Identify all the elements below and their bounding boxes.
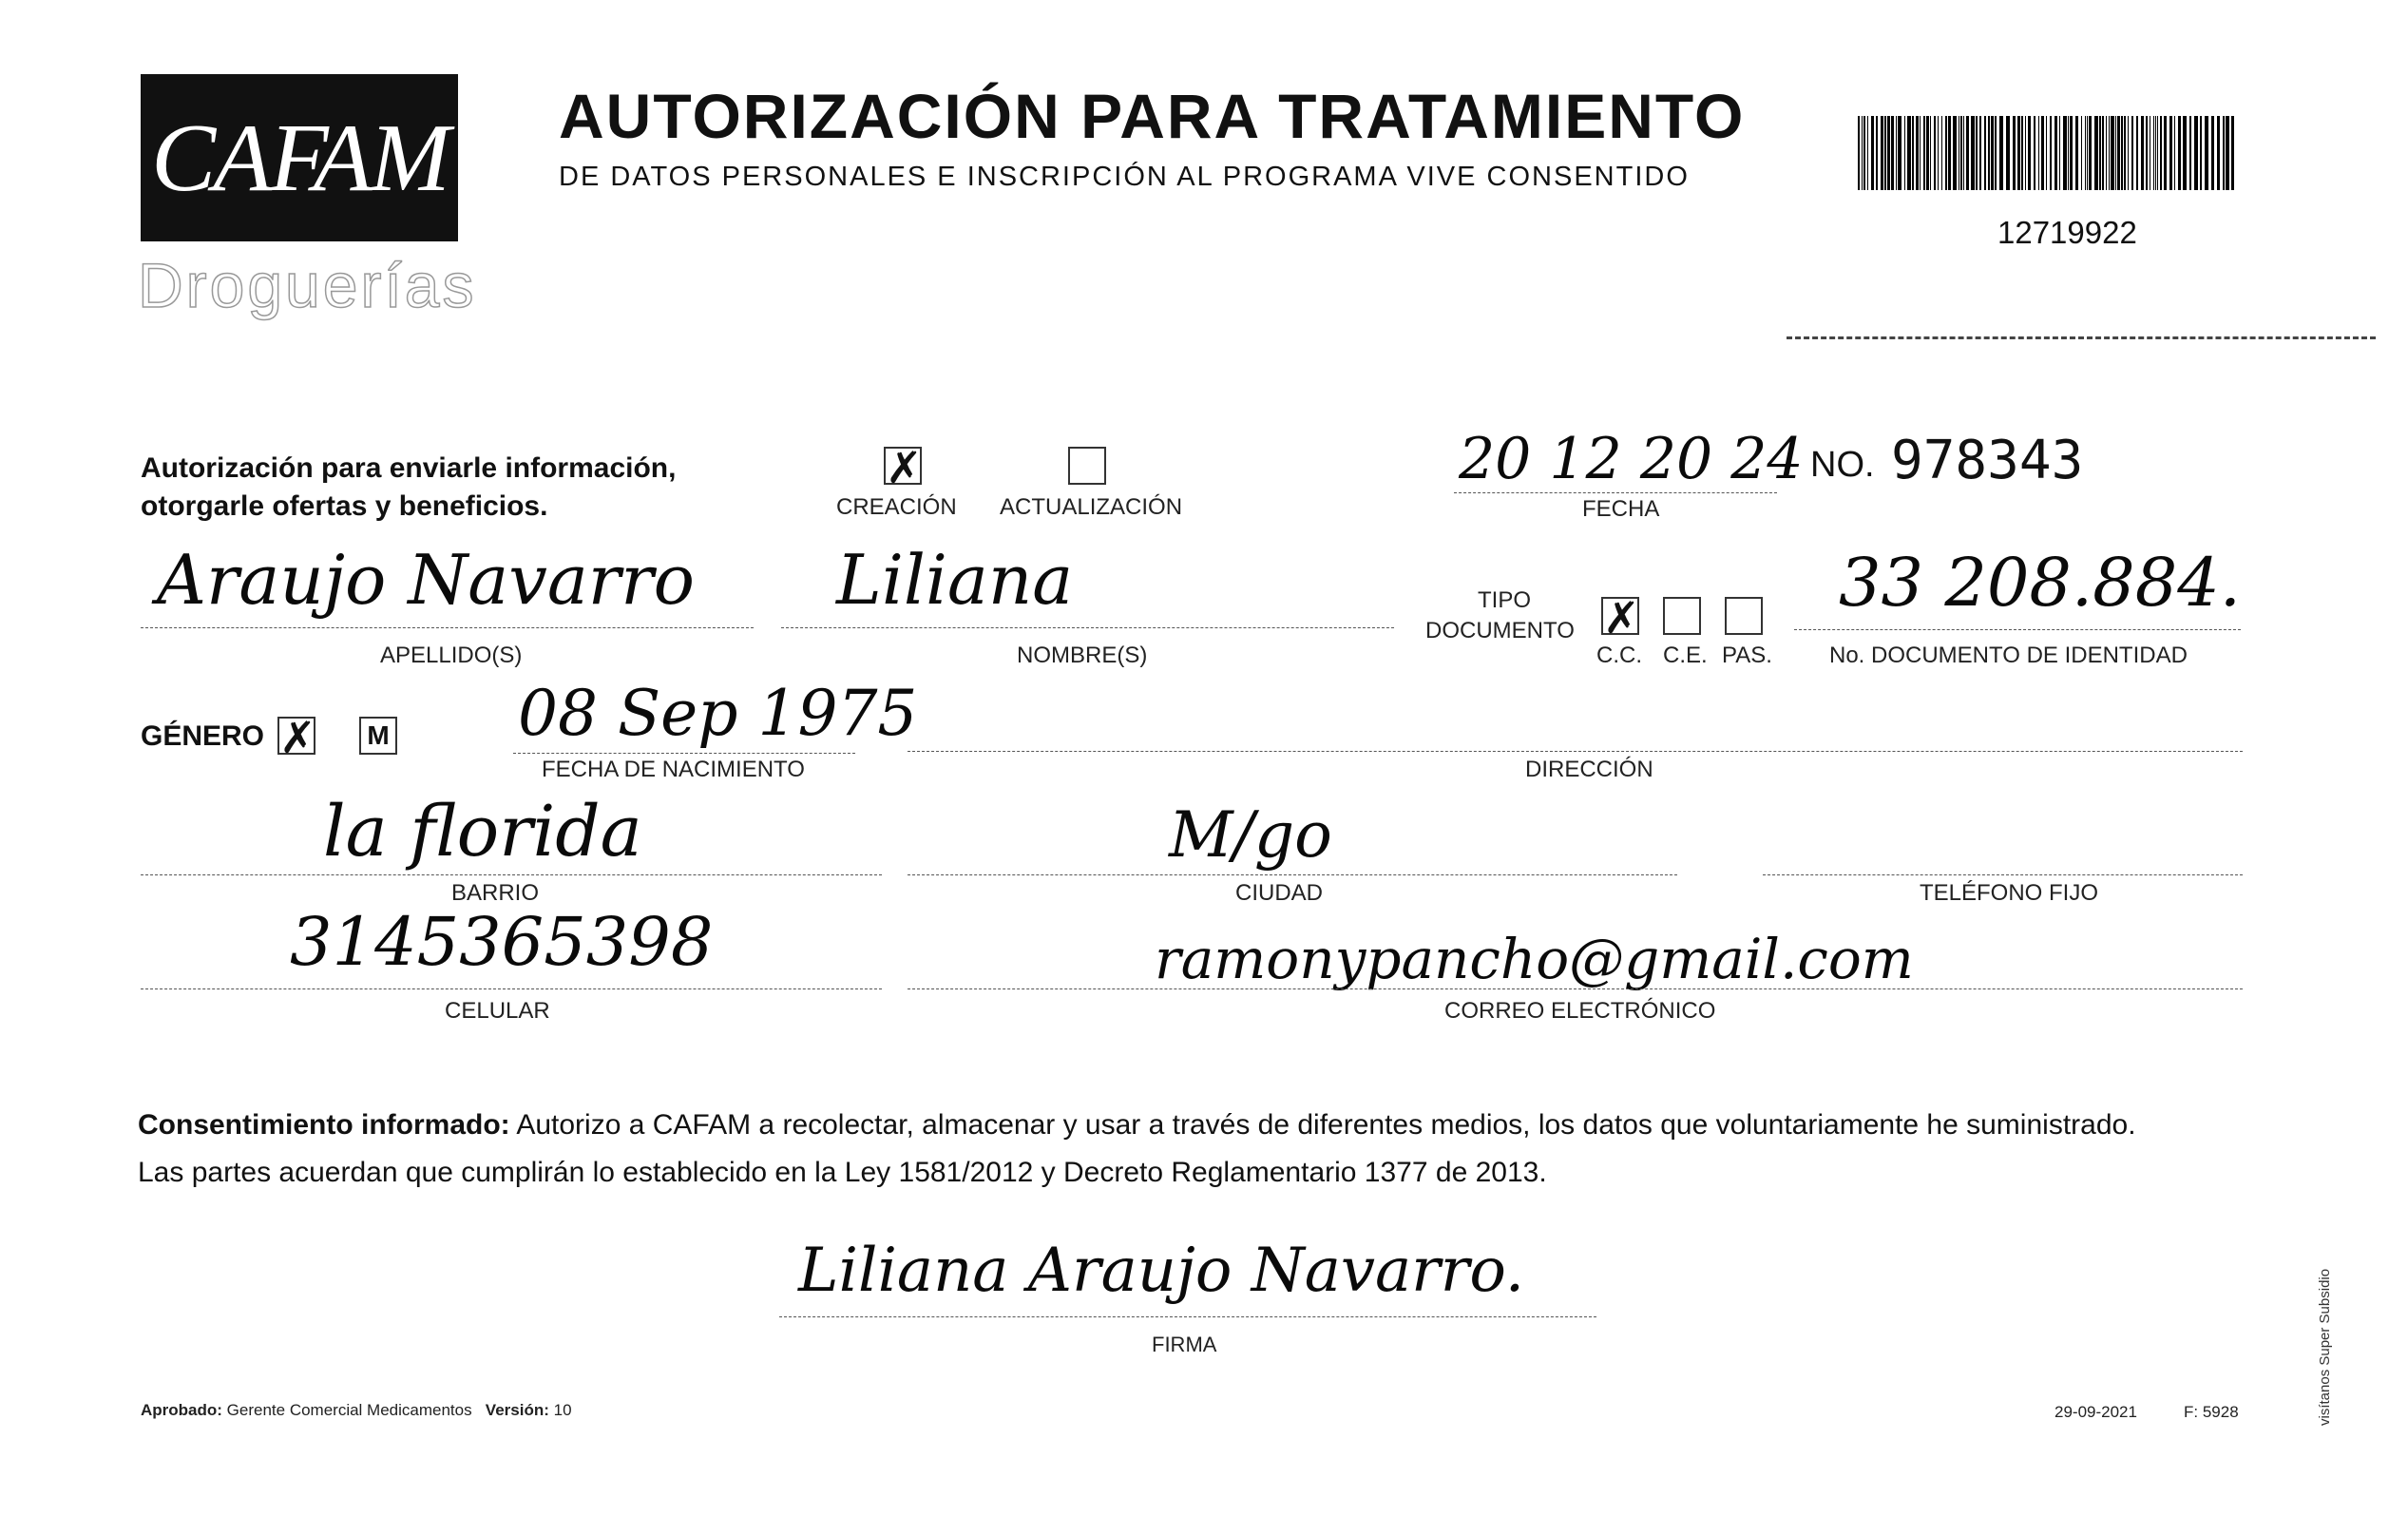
barrio-value: la florida [323, 791, 642, 873]
apellido-line [141, 627, 754, 628]
page-subtitle: DE DATOS PERSONALES E INSCRIPCIÓN AL PROGRAMA VIVE CONSENTIDO [559, 162, 1690, 192]
nombre-value: Liliana [836, 540, 1074, 620]
documento-value: 33 208.884. [1839, 544, 2242, 622]
tipo-documento-label-1: TIPO [1478, 587, 1532, 613]
ce-label: C.E. [1663, 643, 1708, 668]
fecha-line [1454, 492, 1777, 493]
ciudad-label: CIUDAD [1235, 880, 1324, 906]
documento-line [1794, 629, 2241, 630]
signature-value: Liliana Araujo Navarro. [798, 1236, 1525, 1306]
apellido-value: Araujo Navarro [157, 540, 695, 620]
genero-m-label: M [367, 720, 390, 750]
intro-line-1: Autorización para enviarle información, [141, 452, 677, 484]
nacimiento-label: FECHA DE NACIMIENTO [542, 757, 805, 782]
consent-heading: Consentimiento informado: [138, 1109, 510, 1141]
barcode [1858, 116, 2238, 190]
tipo-documento-label-2: DOCUMENTO [1425, 618, 1575, 643]
footer-approval [141, 1401, 572, 1420]
actualizacion-checkbox[interactable] [1068, 447, 1106, 485]
ce-checkbox[interactable] [1663, 597, 1701, 635]
ciudad-value: M/go [1169, 798, 1332, 872]
pas-checkbox[interactable] [1725, 597, 1763, 635]
version-label: Versión: [485, 1401, 549, 1419]
version-value: 10 [553, 1401, 572, 1419]
footer-code: F: 5928 [2184, 1403, 2239, 1421]
consent-text-2: Las partes acuerdan que cumplirán lo establecido en la Ley 1581/2012 y Decreto Reglamentario 1377 de 2013. [138, 1157, 1547, 1188]
genero-f-checkbox[interactable] [277, 713, 316, 762]
correo-line [908, 988, 2243, 989]
no-value: 978343 [1891, 430, 2084, 491]
fecha-value: 20 12 20 24 [1459, 426, 1804, 492]
nacimiento-line [513, 753, 855, 754]
creacion-checkbox[interactable] [884, 443, 923, 492]
barrio-label: BARRIO [451, 880, 540, 906]
aprobado-label: Aprobado: [141, 1401, 222, 1419]
celular-value: 3145365398 [290, 903, 714, 981]
nacimiento-value: 08 Sep 1975 [518, 677, 918, 750]
correo-label: CORREO ELECTRÓNICO [1444, 998, 1716, 1024]
logo-text: CAFAM [151, 104, 448, 212]
side-text: visítanos Super Subsidio [2317, 1268, 2333, 1426]
nombre-label: NOMBRE(S) [1017, 643, 1148, 668]
telefono-fijo-label: TELÉFONO FIJO [1920, 880, 2099, 906]
telefono-fijo-line [1763, 874, 2243, 875]
signature-label: FIRMA [1152, 1333, 1217, 1356]
no-label: NO. [1810, 445, 1875, 485]
nombre-line [781, 627, 1394, 628]
footer-date: 29-09-2021 [2054, 1403, 2137, 1421]
cafam-logo [141, 74, 458, 241]
cc-check-mark: ✗ [1603, 593, 1640, 643]
direccion-line [908, 751, 2243, 752]
genero-f-mark: ✗ [279, 713, 316, 762]
creacion-check-mark: ✗ [886, 443, 923, 492]
aprobado-value: Gerente Comercial Medicamentos [226, 1401, 472, 1419]
page-title: AUTORIZACIÓN PARA TRATAMIENTO [559, 81, 1746, 151]
correo-value: ramonypancho@gmail.com [1155, 927, 1914, 991]
consent-line-1 [138, 1103, 2136, 1148]
pas-label: PAS. [1722, 643, 1772, 668]
celular-label: CELULAR [445, 998, 550, 1024]
ciudad-line [908, 874, 1677, 875]
apellido-label: APELLIDO(S) [380, 643, 523, 668]
intro-line-2: otorgarle ofertas y beneficios. [141, 490, 548, 522]
divider [1787, 336, 2376, 339]
actualizacion-label: ACTUALIZACIÓN [1000, 494, 1183, 520]
fecha-label: FECHA [1582, 496, 1660, 522]
barrio-line [141, 874, 882, 875]
signature-line [779, 1316, 1596, 1317]
genero-m-checkbox[interactable] [359, 717, 397, 755]
logo-subtitle: Droguerías [138, 250, 477, 320]
documento-label: No. DOCUMENTO DE IDENTIDAD [1829, 643, 2188, 668]
barcode-number: 12719922 [1997, 215, 2137, 250]
direccion-label: DIRECCIÓN [1525, 757, 1653, 782]
genero-label: GÉNERO [141, 720, 265, 752]
cc-checkbox[interactable] [1601, 593, 1640, 643]
consent-text-1: Autorizo a CAFAM a recolectar, almacenar y usar a través de diferentes medios, los datos que voluntariamente he suministrado. [516, 1109, 2136, 1141]
creacion-label: CREACIÓN [836, 494, 957, 520]
celular-line [141, 988, 882, 989]
cc-label: C.C. [1596, 643, 1642, 668]
